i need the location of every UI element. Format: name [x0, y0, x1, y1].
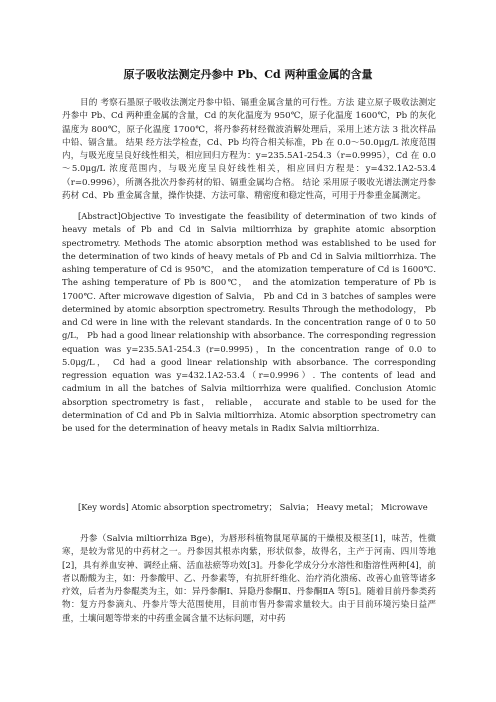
paper-title: 原子吸收法测定丹参中 Pb、Cd 两种重金属的含量	[123, 68, 373, 81]
body-paragraph-intro: 丹参（Salvia miltiorrhiza Bge)，为唇形科植物鼠尾草属的干燥根及根茎[1]，味苦，性微寒，是较为常见的中药材之一。丹参因其根赤肉紫，形状似参，故得名，主产于河南、四川等地[2]，具有养血安神、调经止痛、活血祛瘀等功效[3]。丹参化学成分分水溶性和脂溶性两种[4]，前者以酚酸为主，如：丹参酸甲、乙、丹参素等，有抗肝纤维化、治疗消化溃疡、改善心血管等诸多疗效，后者为丹参醌类为主，如：异丹参酮Ⅰ、异隐丹参酮Ⅱ、丹参酮ⅡA 等[5]。随着目前丹参类药物：复方丹参滴丸、丹参片等大范围使用，目前市售丹参需求量较大。由于目前环境污染日益严重，土壤问题等带来的中药重金属含量不达标问题，对中药	[62, 534, 436, 624]
abstract-chinese: 目的 考察石墨原子吸收法测定丹参中铅、镉重金属含量的可行性。方法 建立原子吸收法测定丹参中 Pb、Cd 两种重金属的含量，Cd 的灰化温度为 950℃，原子化温度 1600℃，Pb 的灰化温度为 800℃，原子化温度 1700℃，将丹参药材经微波消解处理后，采用上述方法 3 批次样品中铅、镉含量。 结果 经方法学检查，Cd、Pb 均符合相关标准，Pb 在 0.0～50.0μg/L 浓度范围内，与吸光度呈良好线性相关，相应回归方程为：y=235.5A1-254.3（r=0.9995），Cd 在 0.0～5.0μg/L 浓度范围内，与吸光度呈良好线性相关，相应回归方程是：y=432.1A2-53.4（r=0.9996），所测各批次丹参药材的铅、镉重金属均合格。 结论 采用原子吸收光谱法测定丹参药材 Cd、Pb 重金属含量，操作快捷、方法可靠、精密度和稳定性高，可用于丹参重金属测定。	[62, 98, 436, 202]
abstract-english: [Abstract]Objective To investigate the feasibility of determination of two kinds of heavy metals of Pb and Cd in Salvia miltiorrhiza by graphite atomic absorption spectrometry. Methods The atomic absorption method was established to be used for the determination of two kinds of heavy metals of Pb and Cd in Salvia miltiorrhiza. The ashing temperature of Cd is 950℃， and the atomization temperature of Cd is 1600℃. The ashing temperature of Pb is 800℃， and the atomization temperature of Pb is 1700℃. After microwave digestion of Salvia， Pb and Cd in 3 batches of samples were determined by atomic absorption spectrometry. Results Through the methodology， Pb and Cd were in line with the relevant standards. In the concentration range of 0 to 50 g/L， Pb had a good linear relationship with absorbance. The corresponding regression equation was y=235.5A1-254.3 (r=0.9995)，In the concentration range of 0.0 to 5.0μg/L， Cd had a good linear relationship with absorbance. The corresponding regression equation was y=432.1A2-53.4（r=0.9996）. The contents of lead and cadmium in all the batches of Salvia miltiorrhiza were qualified. Conclusion Atomic absorption spectrometry is fast， reliable， accurate and stable to be used for the determination of Cd and Pb in Salvia miltiorrhiza. Atomic absorption spectrometry can be used for the determination of heavy metals in Radix Salvia miltiorrhiza.	[62, 211, 436, 433]
keywords-english: [Key words] Atomic absorption spectrometry； Salvia； Heavy metal； Microwave	[78, 502, 428, 512]
